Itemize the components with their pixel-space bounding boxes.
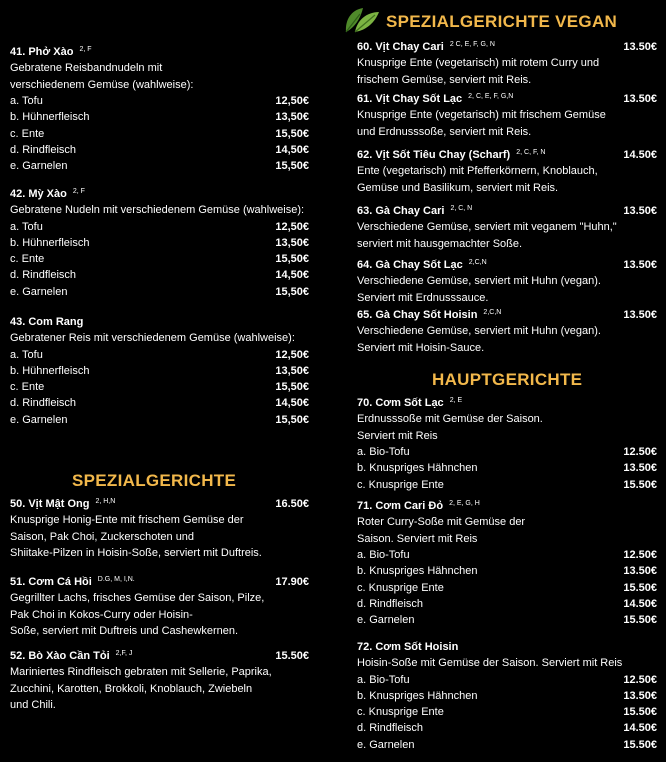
menu-option-price: 15,50€ bbox=[275, 381, 309, 394]
menu-item-header bbox=[357, 639, 657, 655]
menu-item-description: Verschiedene Gemüse, serviert mit Huhn (vegan). bbox=[357, 275, 601, 287]
menu-item-title: 60. Vịt Chay Cari bbox=[357, 41, 444, 53]
menu-option-row bbox=[10, 251, 315, 267]
menu-item bbox=[357, 639, 657, 753]
menu-item-title: 43. Com Rang bbox=[10, 316, 84, 328]
menu-option-label: c. Ente bbox=[10, 253, 45, 266]
menu-item-description: Ente (vegetarisch) mit Pfefferkörnern, Knoblauch, bbox=[357, 165, 598, 177]
allergen-codes: 2, H,N bbox=[95, 498, 116, 505]
menu-item-description: Saison. Serviert mit Reis bbox=[357, 532, 478, 545]
menu-option-price: 13,50€ bbox=[275, 111, 309, 124]
menu-item-description: verschiedenem Gemüse (wahlweise): bbox=[10, 78, 194, 91]
allergen-codes: 2, C, E, F, G,N bbox=[468, 93, 514, 100]
menu-item-title: 51. Cơm Cá Hồi bbox=[10, 576, 92, 588]
menu-item-price: 13.50€ bbox=[623, 93, 657, 105]
menu-item bbox=[10, 186, 315, 300]
menu-item-price: 16.50€ bbox=[275, 498, 309, 510]
menu-item-description: Gemüse und Basilikum, serviert mit Reis. bbox=[357, 181, 559, 194]
menu-item-name bbox=[357, 498, 480, 514]
menu-item-name bbox=[10, 186, 85, 202]
menu-option-row bbox=[357, 737, 657, 753]
menu-item-description: Zucchini, Karotten, Brokkoli, Knoblauch, Zwiebeln bbox=[10, 682, 253, 695]
menu-option-price: 13.50€ bbox=[623, 565, 657, 578]
menu-item-description: Gebratene Reisbandnudeln mit bbox=[10, 62, 163, 74]
menu-item-name bbox=[357, 203, 472, 219]
menu-item-title: 61. Vịt Chay Sốt Lạc bbox=[357, 93, 463, 105]
menu-item-name bbox=[10, 574, 135, 590]
menu-item-header bbox=[357, 91, 657, 107]
menu-option-row bbox=[357, 704, 657, 720]
menu-item-header bbox=[357, 395, 657, 411]
menu-item-header bbox=[10, 44, 315, 60]
menu-option-price: 15.50€ bbox=[623, 478, 657, 491]
menu-item-header bbox=[10, 186, 315, 202]
allergen-codes: 2,C,N bbox=[483, 309, 502, 316]
menu-option-row bbox=[10, 219, 315, 235]
menu-option-row bbox=[357, 688, 657, 704]
menu-option-row bbox=[10, 284, 315, 300]
menu-option-row bbox=[10, 93, 315, 109]
menu-option-label: a. Bio-Tofu bbox=[357, 673, 410, 686]
allergen-codes: 2,F, J bbox=[115, 650, 133, 657]
menu-item-description: Knusprige Ente (vegetarisch) mit frischem Gemüse bbox=[357, 109, 606, 121]
menu-item-name bbox=[10, 314, 83, 330]
menu-item-header bbox=[10, 314, 315, 330]
menu-item-name bbox=[357, 307, 501, 323]
allergen-codes: 2, E bbox=[449, 397, 463, 404]
menu-option-price: 12,50€ bbox=[275, 348, 309, 361]
menu-item-price: 13.50€ bbox=[623, 205, 657, 217]
section-title-main: HAUPTGERICHTE bbox=[432, 370, 583, 389]
menu-option-price: 15,50€ bbox=[275, 160, 309, 173]
menu-option-label: a. Bio-Tofu bbox=[357, 446, 410, 458]
menu-option-row bbox=[10, 267, 315, 283]
menu-option-row bbox=[357, 563, 657, 579]
menu-option-label: c. Knusprige Ente bbox=[357, 478, 444, 491]
menu-option-label: e. Garnelen bbox=[357, 614, 415, 627]
menu-item-title: 62. Vịt Sốt Tiêu Chay (Scharf) bbox=[357, 149, 511, 161]
allergen-codes: 2, C, F, N bbox=[516, 149, 546, 156]
menu-option-label: e. Garnelen bbox=[357, 738, 415, 751]
menu-option-label: c. Ente bbox=[10, 127, 45, 140]
menu-item-description: Shiitake-Pilzen in Hoisin-Soße, serviert mit Duftreis. bbox=[10, 547, 262, 559]
menu-item bbox=[357, 91, 657, 140]
menu-item-description: Gebratener Reis mit verschiedenem Gemüse (wahlweise): bbox=[10, 332, 295, 344]
menu-option-price: 13,50€ bbox=[275, 236, 309, 249]
menu-item bbox=[10, 44, 315, 174]
menu-item-header bbox=[357, 203, 657, 219]
menu-item-description: Soße, serviert mit Duftreis und Cashewkernen. bbox=[10, 625, 239, 637]
menu-item-header bbox=[357, 147, 657, 163]
menu-item-title: 65. Gà Chay Sốt Hoisin bbox=[357, 309, 478, 321]
menu-item-price: 13.50€ bbox=[623, 41, 657, 53]
menu-option-row bbox=[10, 142, 315, 158]
menu-option-row bbox=[10, 109, 315, 125]
menu-option-label: c. Knusprige Ente bbox=[357, 706, 444, 719]
allergen-codes: 2,C,N bbox=[468, 259, 487, 266]
menu-option-label: e. Garnelen bbox=[10, 160, 68, 173]
menu-option-row bbox=[10, 395, 315, 411]
menu-item-name bbox=[10, 44, 92, 60]
menu-item-description: Serviert mit Reis bbox=[357, 429, 438, 442]
menu-item-description: Serviert mit Hoisin-Sauce. bbox=[357, 341, 485, 354]
menu-option-row bbox=[357, 596, 657, 612]
menu-item-name bbox=[357, 257, 487, 273]
menu-item-description: Mariniertes Rindfleisch gebraten mit Sellerie, Paprika, bbox=[10, 666, 272, 678]
menu-item-title: 72. Cơm Sốt Hoisin bbox=[357, 641, 459, 653]
menu-option-label: d. Rindfleisch bbox=[10, 397, 77, 410]
menu-item bbox=[357, 395, 657, 493]
menu-option-price: 15,50€ bbox=[275, 127, 309, 140]
menu-item-header bbox=[10, 574, 315, 590]
menu-item-description: Gegrillter Lachs, frisches Gemüse der Saison, Pilze, bbox=[10, 592, 265, 604]
menu-option-label: d. Rindfleisch bbox=[357, 597, 424, 610]
menu-item-description: und Chili. bbox=[10, 699, 56, 711]
menu-item-name bbox=[10, 648, 132, 664]
menu-item bbox=[357, 307, 657, 356]
section-title-vegan: SPEZIALGERICHTE VEGAN bbox=[386, 12, 618, 31]
menu-option-price: 15.50€ bbox=[623, 581, 657, 594]
menu-item-header bbox=[357, 498, 657, 514]
menu-item bbox=[10, 496, 315, 562]
menu-item-description: Hoisin-Soße mit Gemüse der Saison. Serviert mit Reis bbox=[357, 657, 623, 669]
menu-item-description: Roter Curry-Soße mit Gemüse der bbox=[357, 516, 526, 528]
menu-option-price: 13,50€ bbox=[275, 364, 309, 377]
menu-item-description: Erdnusssoße mit Gemüse der Saison. bbox=[357, 413, 543, 425]
menu-option-label: e. Garnelen bbox=[10, 285, 68, 298]
menu-option-price: 12.50€ bbox=[623, 549, 657, 561]
menu-item-price: 17.90€ bbox=[275, 576, 309, 588]
menu-item-description: Knusprige Ente (vegetarisch) mit rotem Curry und bbox=[357, 57, 600, 69]
menu-option-row bbox=[10, 126, 315, 142]
menu-option-price: 15.50€ bbox=[623, 614, 657, 627]
allergen-codes: 2, F bbox=[72, 188, 85, 195]
menu-option-row bbox=[357, 720, 657, 736]
menu-option-row bbox=[10, 412, 315, 428]
menu-option-label: b. Knuspriges Hähnchen bbox=[357, 462, 478, 475]
menu-item-description: Gebratene Nudeln mit verschiedenem Gemüse (wahlweise): bbox=[10, 204, 305, 216]
menu-item-description: Verschiedene Gemüse, serviert mit Huhn (vegan). bbox=[357, 325, 601, 337]
menu-item-title: 71. Cơm Cari Đỏ bbox=[357, 500, 444, 512]
menu-option-label: b. Hühnerfleisch bbox=[10, 364, 90, 377]
menu-item-name bbox=[357, 639, 458, 655]
menu-option-label: d. Rindfleisch bbox=[10, 269, 77, 282]
menu-option-row bbox=[10, 363, 315, 379]
menu-option-label: a. Bio-Tofu bbox=[357, 549, 410, 561]
menu-option-price: 14.50€ bbox=[623, 722, 657, 735]
menu-item-title: 52. Bò Xào Cần Tỏi bbox=[10, 650, 110, 662]
menu-item bbox=[10, 314, 315, 428]
menu-item-price: 13.50€ bbox=[623, 259, 657, 271]
allergen-codes: 2, C, N bbox=[450, 205, 473, 212]
menu-option-label: a. Tofu bbox=[10, 220, 43, 233]
menu-option-price: 15,50€ bbox=[275, 285, 309, 298]
menu-item bbox=[357, 39, 657, 88]
leaf-icon bbox=[343, 4, 381, 34]
menu-option-price: 15,50€ bbox=[275, 253, 309, 266]
menu-option-row bbox=[10, 379, 315, 395]
menu-option-price: 14.50€ bbox=[623, 597, 657, 610]
allergen-codes: 2, F bbox=[79, 46, 92, 53]
allergen-codes: 2 C, E, F, G, N bbox=[449, 41, 495, 48]
menu-option-price: 14,50€ bbox=[275, 143, 309, 156]
menu-item bbox=[357, 498, 657, 628]
menu-item-header bbox=[10, 648, 315, 664]
menu-option-row bbox=[357, 460, 657, 476]
menu-item bbox=[10, 648, 315, 714]
menu-item-description: serviert mit hausgemachter Soße. bbox=[357, 237, 523, 250]
menu-option-price: 12.50€ bbox=[623, 673, 657, 686]
menu-option-price: 12,50€ bbox=[275, 95, 309, 107]
menu-item-title: 70. Cơm Sốt Lạc bbox=[357, 397, 444, 409]
menu-item-title: 42. Mỳ Xào bbox=[10, 188, 67, 200]
menu-option-price: 13.50€ bbox=[623, 689, 657, 702]
menu-item-name bbox=[357, 147, 545, 163]
menu-item-title: 64. Gà Chay Sốt Lạc bbox=[357, 259, 463, 271]
menu-option-price: 15.50€ bbox=[623, 738, 657, 751]
menu-option-label: d. Rindfleisch bbox=[10, 143, 77, 156]
menu-item-description: frischem Gemüse, serviert mit Reis. bbox=[357, 73, 532, 86]
menu-item-title: 50. Vịt Mật Ong bbox=[10, 498, 90, 510]
menu-item-price: 15.50€ bbox=[275, 650, 309, 662]
menu-item-name bbox=[357, 395, 462, 411]
menu-item bbox=[357, 203, 657, 252]
menu-option-price: 14,50€ bbox=[275, 269, 309, 282]
menu-option-label: b. Hühnerfleisch bbox=[10, 236, 90, 249]
menu-option-label: c. Ente bbox=[10, 381, 45, 394]
menu-item-price: 13.50€ bbox=[623, 309, 657, 321]
menu-item-title: 41. Phở Xào bbox=[10, 46, 74, 58]
menu-option-label: b. Knuspriges Hähnchen bbox=[357, 689, 478, 702]
menu-option-row bbox=[10, 158, 315, 174]
menu-option-row bbox=[357, 672, 657, 688]
menu-item bbox=[10, 574, 315, 640]
menu-option-label: c. Knusprige Ente bbox=[357, 581, 444, 594]
menu-option-row bbox=[357, 612, 657, 628]
menu-item-description: Pak Choi in Kokos-Curry oder Hoisin- bbox=[10, 608, 193, 621]
menu-option-label: d. Rindfleisch bbox=[357, 722, 424, 735]
menu-item-title: 63. Gà Chay Cari bbox=[357, 205, 445, 217]
menu-option-price: 15.50€ bbox=[623, 706, 657, 719]
menu-option-price: 12,50€ bbox=[275, 220, 309, 233]
menu-option-label: b. Knuspriges Hähnchen bbox=[357, 565, 478, 578]
menu-item-description: und Erdnusssoße, serviert mit Reis. bbox=[357, 125, 532, 138]
menu-option-row bbox=[10, 235, 315, 251]
menu-item-description: Serviert mit Erdnusssauce. bbox=[357, 291, 489, 304]
menu-option-label: a. Tofu bbox=[10, 348, 43, 361]
menu-option-row bbox=[357, 547, 657, 563]
menu-option-price: 12.50€ bbox=[623, 446, 657, 458]
menu-option-price: 13.50€ bbox=[623, 462, 657, 475]
menu-option-row bbox=[357, 444, 657, 460]
menu-item-description: Verschiedene Gemüse, serviert mit veganem "Huhn," bbox=[357, 221, 617, 233]
menu-item bbox=[357, 147, 657, 196]
menu-option-label: e. Garnelen bbox=[10, 413, 68, 426]
section-title-special: SPEZIALGERICHTE bbox=[72, 471, 237, 490]
menu-option-label: a. Tofu bbox=[10, 95, 43, 107]
menu-item-header bbox=[357, 257, 657, 273]
menu-item-header bbox=[357, 307, 657, 323]
menu-option-row bbox=[357, 477, 657, 493]
menu-item-header bbox=[10, 496, 315, 512]
menu-option-price: 15,50€ bbox=[275, 413, 309, 426]
menu-option-row bbox=[357, 580, 657, 596]
menu-option-label: b. Hühnerfleisch bbox=[10, 111, 90, 124]
menu-option-row bbox=[10, 347, 315, 363]
menu-item-description: Knusprige Honig-Ente mit frischem Gemüse der bbox=[10, 514, 244, 526]
menu-item-price: 14.50€ bbox=[623, 149, 657, 161]
allergen-codes: D.G, M, I,N. bbox=[97, 576, 135, 583]
allergen-codes: 2, E, G, H bbox=[449, 500, 480, 507]
menu-item bbox=[357, 257, 657, 306]
menu-option-price: 14,50€ bbox=[275, 397, 309, 410]
menu-item-name bbox=[357, 91, 513, 107]
menu-item-name bbox=[10, 496, 115, 512]
menu-item-name bbox=[357, 39, 495, 55]
menu-item-header bbox=[357, 39, 657, 55]
menu-item-description: Saison, Pak Choi, Zuckerschoten und bbox=[10, 530, 195, 543]
